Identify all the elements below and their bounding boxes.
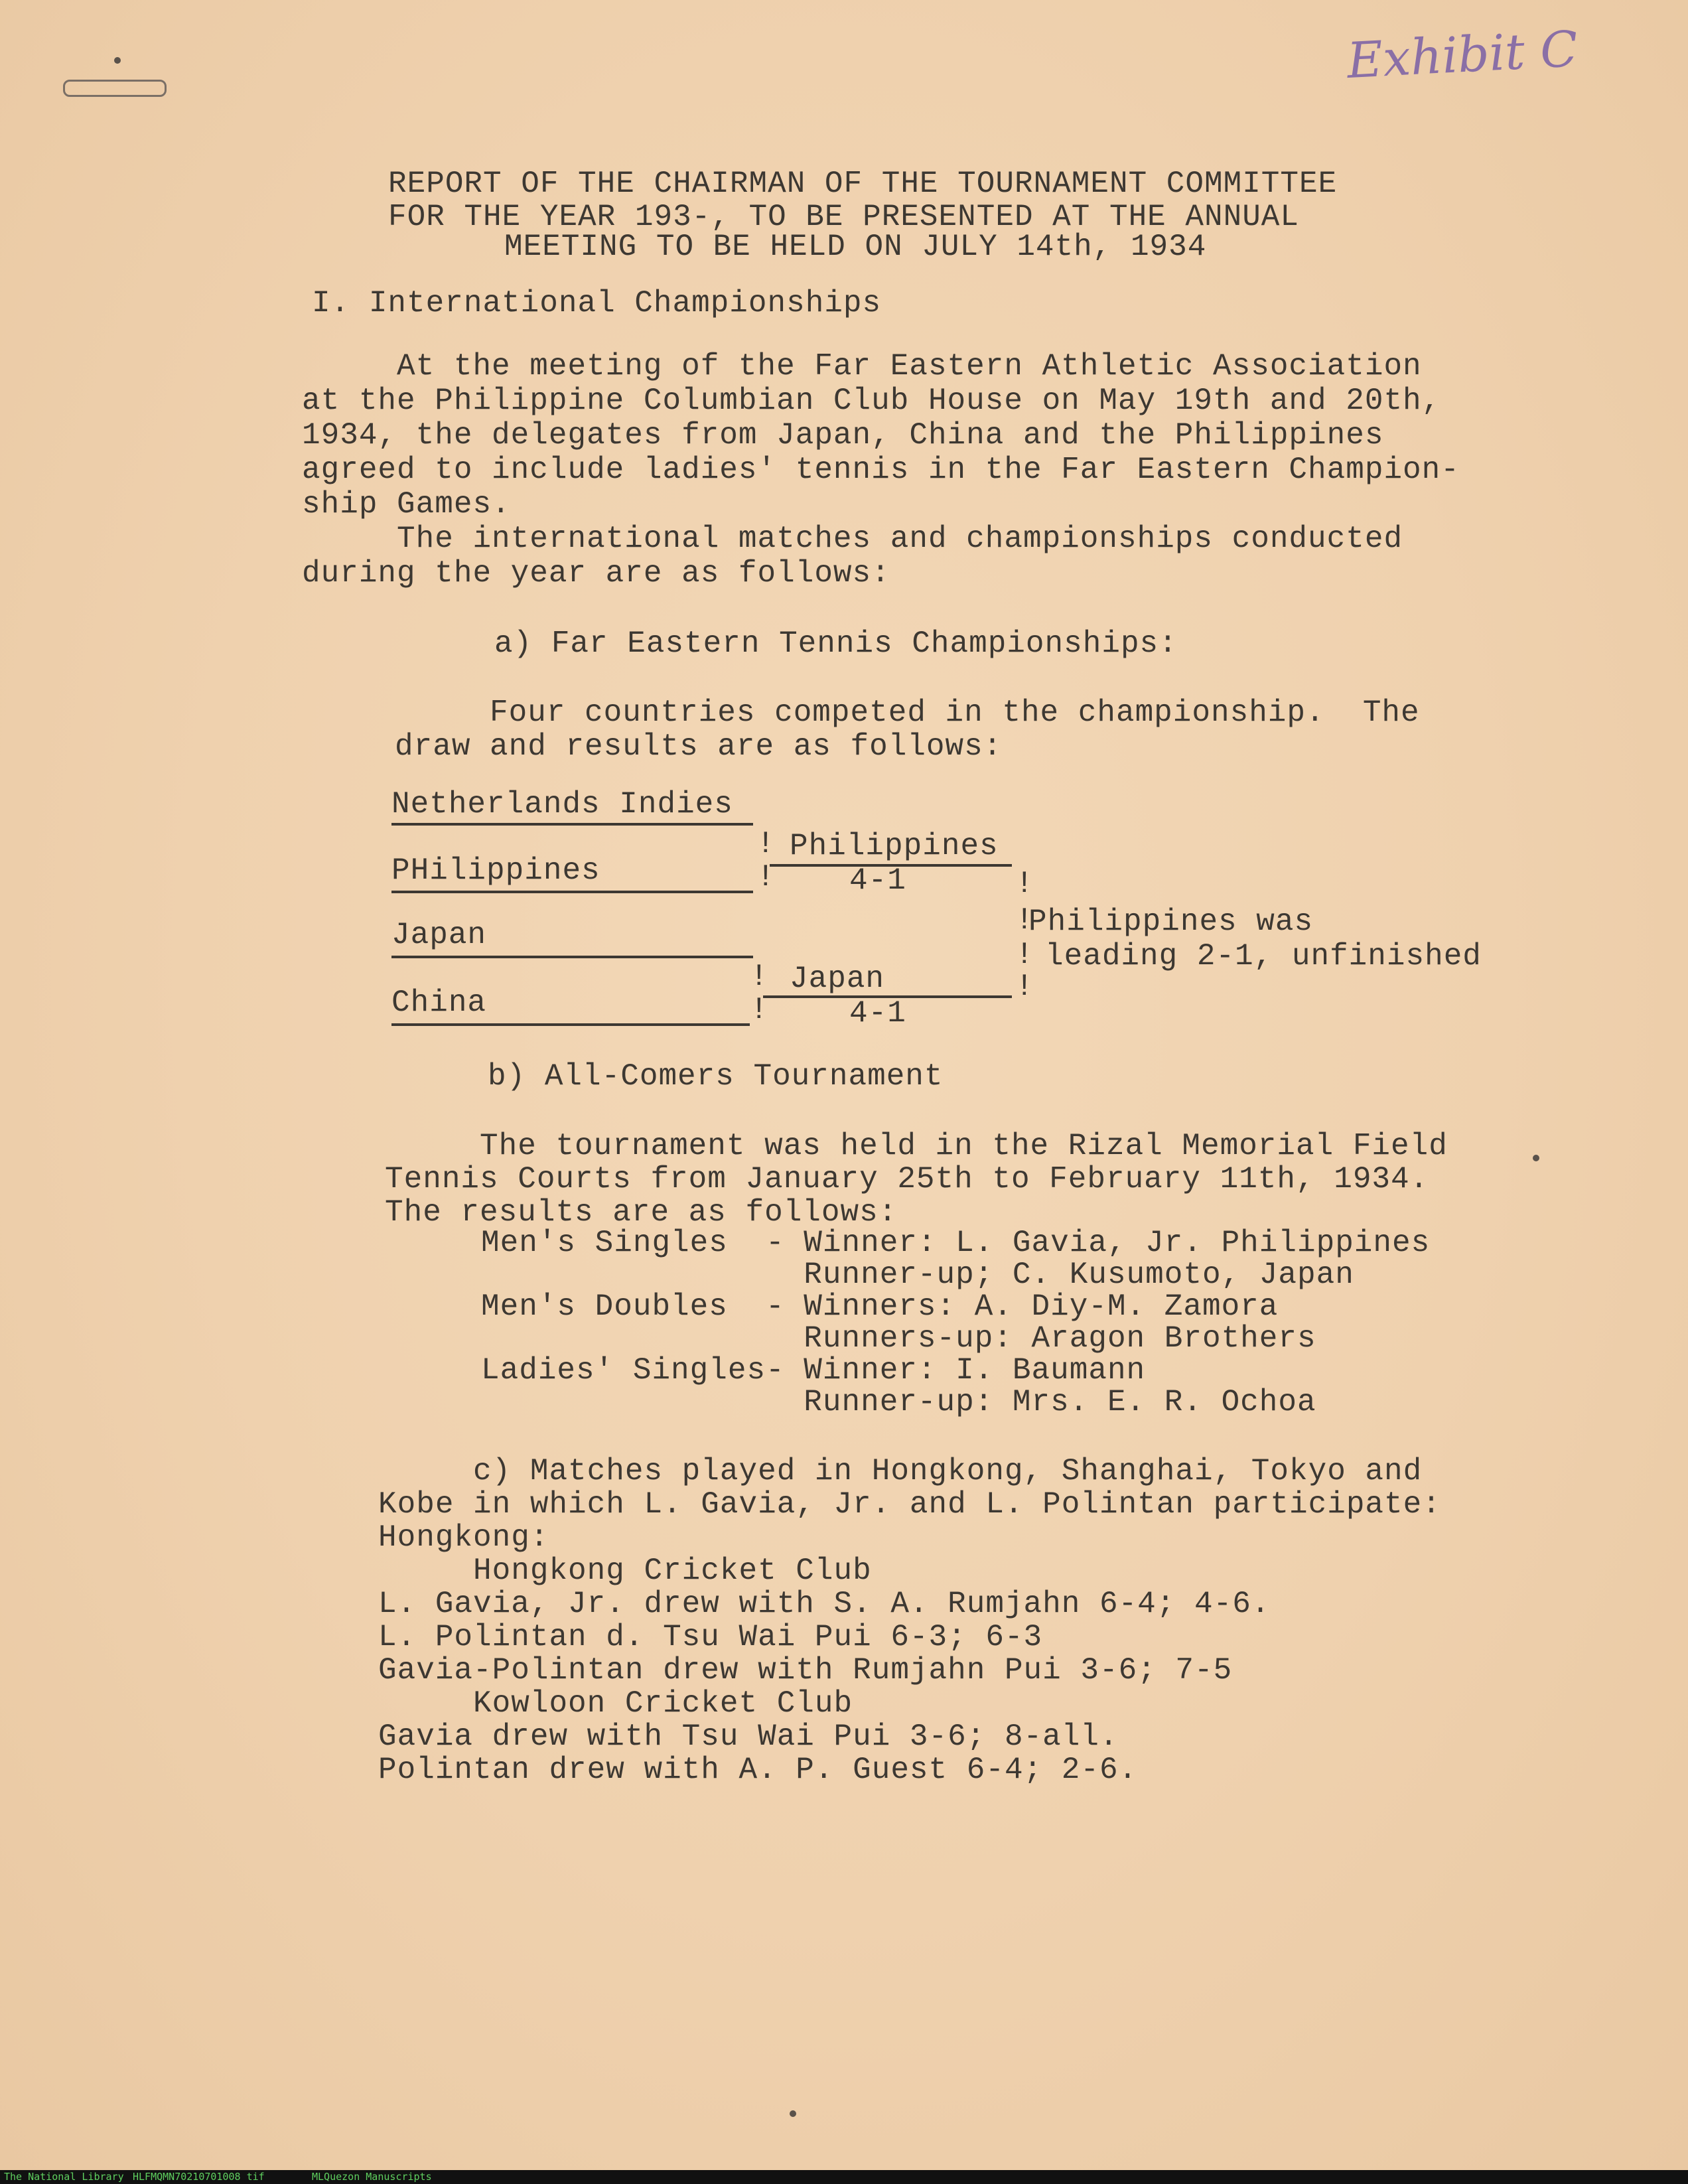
archive-footer: [0, 2170, 1688, 2184]
bracket-mark: !: [750, 993, 768, 1027]
bracket-mark: !: [1015, 938, 1034, 972]
result-line: Men's Doubles - Winners: A. Diy-M. Zamora: [481, 1289, 1279, 1324]
report-header-line-3: MEETING TO BE HELD ON JULY 14th, 1934: [504, 230, 1207, 264]
ink-dot: [790, 2110, 796, 2117]
ink-dot: [1533, 1155, 1539, 1161]
paragraph-line: draw and results are as follows:: [395, 729, 1003, 764]
result-line: Runner-up; C. Kusumoto, Japan: [481, 1258, 1354, 1292]
paragraph-line: The tournament was held in the Rizal Memorial Field: [385, 1129, 1448, 1163]
result-line: Runners-up: Aragon Brothers: [481, 1321, 1316, 1356]
semifinal-winner: Philippines: [790, 829, 999, 863]
match-line: L. Polintan d. Tsu Wai Pui 6-3; 6-3: [378, 1620, 1043, 1654]
paragraph-line: during the year are as follows:: [302, 556, 890, 591]
result-line: Runner-up: Mrs. E. R. Ochoa: [481, 1385, 1316, 1420]
final-result: Philippines was: [1028, 905, 1314, 939]
bracket-mark: !: [1015, 970, 1034, 1004]
footer-library: The National Library: [4, 2171, 124, 2183]
result-line: Men's Singles - Winner: L. Gavia, Jr. Philippines: [481, 1226, 1431, 1260]
semifinal-score: 4-1: [849, 996, 906, 1031]
paragraph-line: Kobe in which L. Gavia, Jr. and L. Polintan participate:: [378, 1487, 1441, 1522]
paragraph-line: 1934, the delegates from Japan, China and the Philippines: [302, 418, 1384, 453]
paragraph-line: Hongkong:: [378, 1520, 549, 1555]
bracket-mark: !: [750, 960, 768, 994]
club-heading: Hongkong Cricket Club: [378, 1554, 872, 1588]
paragraph-line: c) Matches played in Hongkong, Shanghai, Tokyo and: [378, 1454, 1423, 1489]
bracket-mark: !: [1015, 903, 1034, 938]
report-header-line-1: REPORT OF THE CHAIRMAN OF THE TOURNAMENT COMMITTEE: [388, 167, 1338, 201]
bracket-mark: !: [756, 860, 775, 895]
ink-blot-mark: [63, 80, 167, 97]
match-line: Gavia-Polintan drew with Rumjahn Pui 3-6; 7-5: [378, 1653, 1233, 1688]
draw-line: [391, 891, 753, 893]
paragraph-line: The international matches and championships conducted: [302, 522, 1403, 556]
final-result: leading 2-1, unfinished: [1045, 939, 1482, 974]
draw-line: [391, 1023, 750, 1026]
semifinal-winner: Japan: [790, 962, 885, 996]
paragraph-line: at the Philippine Columbian Club House on May 19th and 20th,: [302, 384, 1441, 418]
paragraph-line: agreed to include ladies' tennis in the Far Eastern Champion-: [302, 453, 1460, 487]
footer-file: HLFMQMN70210701008 tif: [133, 2171, 265, 2183]
report-header-line-2: FOR THE YEAR 193-, TO BE PRESENTED AT THE ANNUAL: [388, 200, 1300, 234]
result-line: Ladies' Singles- Winner: I. Baumann: [481, 1353, 1146, 1388]
bracket-mark: !: [1015, 867, 1034, 901]
footer-collection: MLQuezon Manuscripts: [312, 2171, 432, 2183]
ink-dot: [114, 57, 121, 64]
draw-team: Netherlands Indies: [391, 787, 733, 822]
draw-team: Japan: [391, 918, 487, 952]
draw-team: PHilippines: [391, 853, 600, 888]
paragraph-line: Four countries competed in the championship. The: [395, 695, 1420, 730]
match-line: L. Gavia, Jr. drew with S. A. Rumjahn 6-4; 4-6.: [378, 1587, 1271, 1621]
match-line: Gavia drew with Tsu Wai Pui 3-6; 8-all.: [378, 1719, 1119, 1754]
paragraph-line: At the meeting of the Far Eastern Athletic Association: [302, 349, 1422, 384]
draw-line: [391, 823, 753, 826]
subsection-a-title: a) Far Eastern Tennis Championships:: [494, 626, 1178, 661]
paragraph-line: Tennis Courts from January 25th to February 11th, 1934.: [385, 1162, 1429, 1197]
draw-line: [391, 956, 753, 958]
draw-team: China: [391, 985, 487, 1020]
bracket-mark: !: [756, 827, 775, 861]
match-line: Polintan drew with A. P. Guest 6-4; 2-6.: [378, 1753, 1138, 1787]
paragraph-line: ship Games.: [302, 487, 511, 522]
paragraph-line: The results are as follows:: [385, 1195, 898, 1230]
subsection-b-title: b) All-Comers Tournament: [488, 1059, 944, 1094]
club-heading: Kowloon Cricket Club: [378, 1686, 853, 1721]
section-title: I. International Championships: [312, 286, 882, 321]
exhibit-annotation: Exhibit C: [1345, 20, 1580, 90]
semifinal-score: 4-1: [849, 863, 906, 898]
